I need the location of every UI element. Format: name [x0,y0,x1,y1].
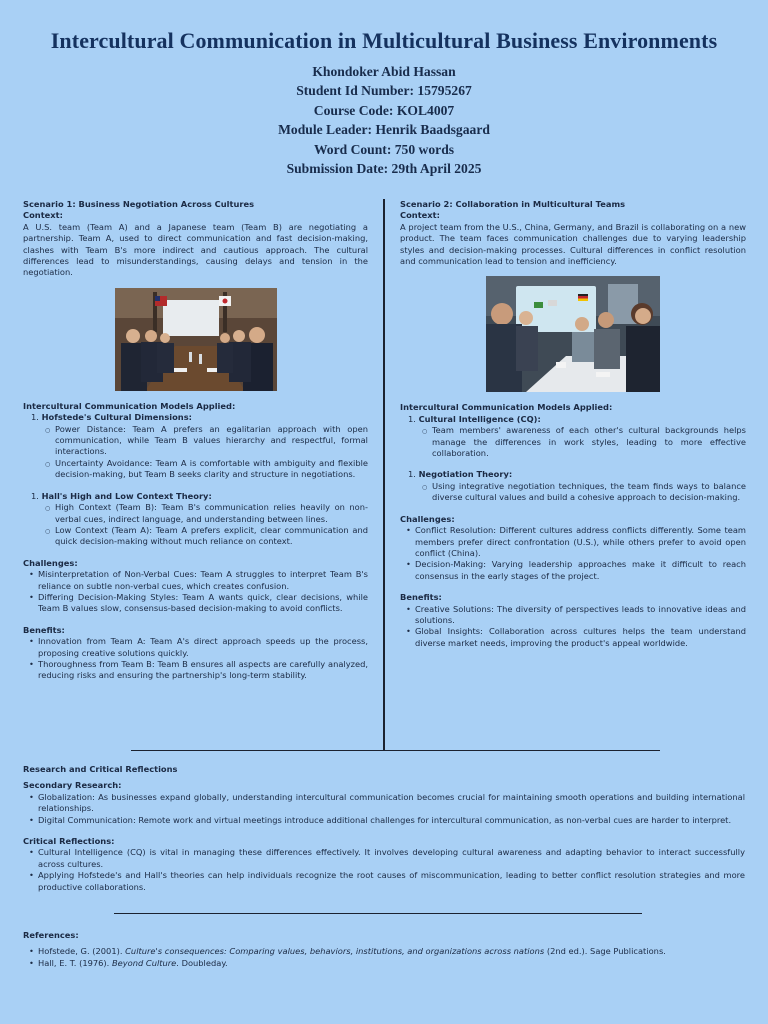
scenario1-context: A U.S. team (Team A) and a Japanese team (Team B) are negotiating a partnership. Team A, used to direct communication and fast decision-making, clashes with Team B's more indirect and cautious approach. The cultural differences lead to misunderstandings, causing delays and tension in the negotiation. [23,221,368,278]
multicultural-team-photo [486,276,660,392]
list-item: • Misinterpretation of Non-Verbal Cues: Team A struggles to interpret Team B's reliance on subtle non-verbal cues, which creates confusion. [38,569,368,592]
list-item: • Globalization: As businesses expand globally, understanding intercultural communication becomes crucial for maintaining smooth operations and building international relationships. [38,792,745,815]
student-id: Student Id Number: 15795267 [296,83,472,99]
scenario2-model1-title: Cultural Intelligence (CQ): [418,413,541,424]
references-list [23,946,745,969]
scenario1-model2-title: Hall's High and Low Context Theory: [41,490,212,501]
scenario1-challenges-label: Challenges: [23,557,78,568]
reference-author: Hofstede, G. (2001). [38,946,126,957]
list-item: • Cultural Intelligence (CQ) is vital in managing these differences effectively. It involves developing cultural awareness and adapting behavior to interact successfully across cultures. [38,847,745,870]
scenario1-model2-list [23,502,368,548]
scenario1-challenges-list [23,569,368,615]
scenario2-title: Scenario 2: Collaboration in Multicultural Teams [400,199,626,209]
reference-author: Hall, E. T. (1976). [38,957,112,968]
scenario2-challenges-label: Challenges: [400,513,455,524]
word-count: Word Count: 750 words [313,141,455,157]
scenario1-model1 [23,412,368,423]
scenario1-context-label: Context: [23,210,63,221]
author-meta [0,62,768,178]
scenario2-model2-list [400,481,746,504]
scenario2-models-label: Intercultural Communication Models Applied: [400,402,613,413]
critical-reflections-list [23,847,745,893]
list-item: • Conflict Resolution: Different cultures address conflicts differently. Some team members prefer direct confrontation (U.S.), while others prefer to avoid open conflict (China). [415,525,746,559]
section-divider [114,913,642,914]
list-item: ○ Uncertainty Avoidance: Team A is comfortable with ambiguity and flexible decision-making, but Team B seeks clarity and structure in negotiations. [55,458,368,481]
scenario1-models-label: Intercultural Communication Models Applied: [23,400,236,411]
scenario2-benefits-list [400,604,746,650]
scenario2-model2 [400,469,746,480]
scenario2-context-label: Context: [400,210,440,221]
scenario1-column [23,199,368,682]
scenario1-model1-list [23,424,368,481]
secondary-research-label: Secondary Research: [23,780,122,791]
list-item: • Digital Communication: Remote work and virtual meetings introduce additional challenges for intercultural communication, as non-verbal cues are harder to interpret. [38,815,745,826]
scenario1-model2-number: 1. [31,490,39,501]
submission-date: Submission Date: 29th April 2025 [286,161,482,177]
section-divider [131,750,660,751]
reference-title: Beyond Culture [111,957,177,968]
scenario2-column [400,199,746,649]
module-leader: Module Leader: Henrik Baadsgaard [278,122,490,138]
list-item: • Thoroughness from Team B: Team B ensures all aspects are carefully analyzed, reducing risks and ensuring the partnership's long-term stability. [38,659,368,682]
header [0,0,768,178]
course-code: Course Code: KOL4007 [313,102,455,118]
references-section [23,930,745,969]
scenario2-model1-number: 1. [408,413,416,424]
critical-reflections-label: Critical Reflections: [23,836,115,847]
scenario1-model1-title: Hofstede's Cultural Dimensions: [41,412,192,423]
column-divider [383,199,385,751]
list-item: ○ Low Context (Team A): Team A prefers explicit, clear communication and quick decision-making without much reliance on context. [55,525,368,548]
secondary-research-list [23,792,745,826]
list-item: ○ Team members' awareness of each other's cultural backgrounds helps manage the differences in work styles, leading to more effective collaboration. [432,425,746,459]
references-label: References: [23,930,79,940]
scenario2-context: A project team from the U.S., China, Germany, and Brazil is collaborating on a new product. The team faces communication challenges due to varying leadership styles and decision-making processes. Cultural differences in conflict resolution and communication lead to tension and inefficiency. [400,221,746,267]
scenario2-benefits-label: Benefits: [400,592,442,603]
scenario1-benefits-label: Benefits: [23,624,65,635]
list-item: ○ Power Distance: Team A prefers an egalitarian approach with open communication, while Team B values hierarchy and respectful, formal interactions. [55,424,368,458]
list-item: • Applying Hofstede's and Hall's theories can help individuals recognize the root causes of miscommunication, leading to better conflict resolution strategies and more productive collaborations. [38,870,745,893]
scenario2-model2-title: Negotiation Theory: [418,469,513,480]
reference-publisher: (2nd ed.). Sage Publications. [544,946,666,957]
reference-title: Culture's consequences: Comparing values, behaviors, institutions, and organizations across nations [125,946,545,957]
list-item: ○ High Context (Team B): Team B's communication relies heavily on non-verbal cues, indirect language, and understanding between lines. [55,502,368,525]
page-title: Intercultural Communication in Multicultural Business Environments [50,28,718,53]
research-title: Research and Critical Reflections [23,764,178,774]
scenario1-benefits-list [23,636,368,682]
scenario1-title: Scenario 1: Business Negotiation Across Cultures [23,199,255,209]
list-item: • Innovation from Team A: Team A's direct approach speeds up the process, proposing creative solutions quickly. [38,636,368,659]
reference-item [38,958,745,969]
scenario1-model2 [23,491,368,502]
reference-item [38,946,745,957]
scenario2-model1 [400,414,746,425]
list-item: ○ Using integrative negotiation techniques, the team finds ways to balance diverse cultural values and build a cohesive approach to decision-making. [432,481,746,504]
scenario1-model1-number: 1. [31,412,39,423]
research-section [23,764,745,893]
list-item: • Creative Solutions: The diversity of perspectives leads to innovative ideas and solutions. [415,604,746,627]
scenario2-model1-list [400,425,746,459]
scenario2-model2-number: 1. [408,469,416,480]
reference-publisher: . Doubleday. [176,957,228,968]
list-item: • Differing Decision-Making Styles: Team A wants quick, clear decisions, while Team B values slow, consensus-based decision-making to avoid conflicts. [38,592,368,615]
list-item: • Global Insights: Collaboration across cultures helps the team understand diverse market needs, improving the product's appeal worldwide. [415,626,746,649]
list-item: • Decision-Making: Varying leadership approaches make it difficult to reach consensus in the early stages of the project. [415,559,746,582]
business-negotiation-photo [115,288,277,391]
scenario2-challenges-list [400,525,746,582]
author-name: Khondoker Abid Hassan [312,64,456,79]
